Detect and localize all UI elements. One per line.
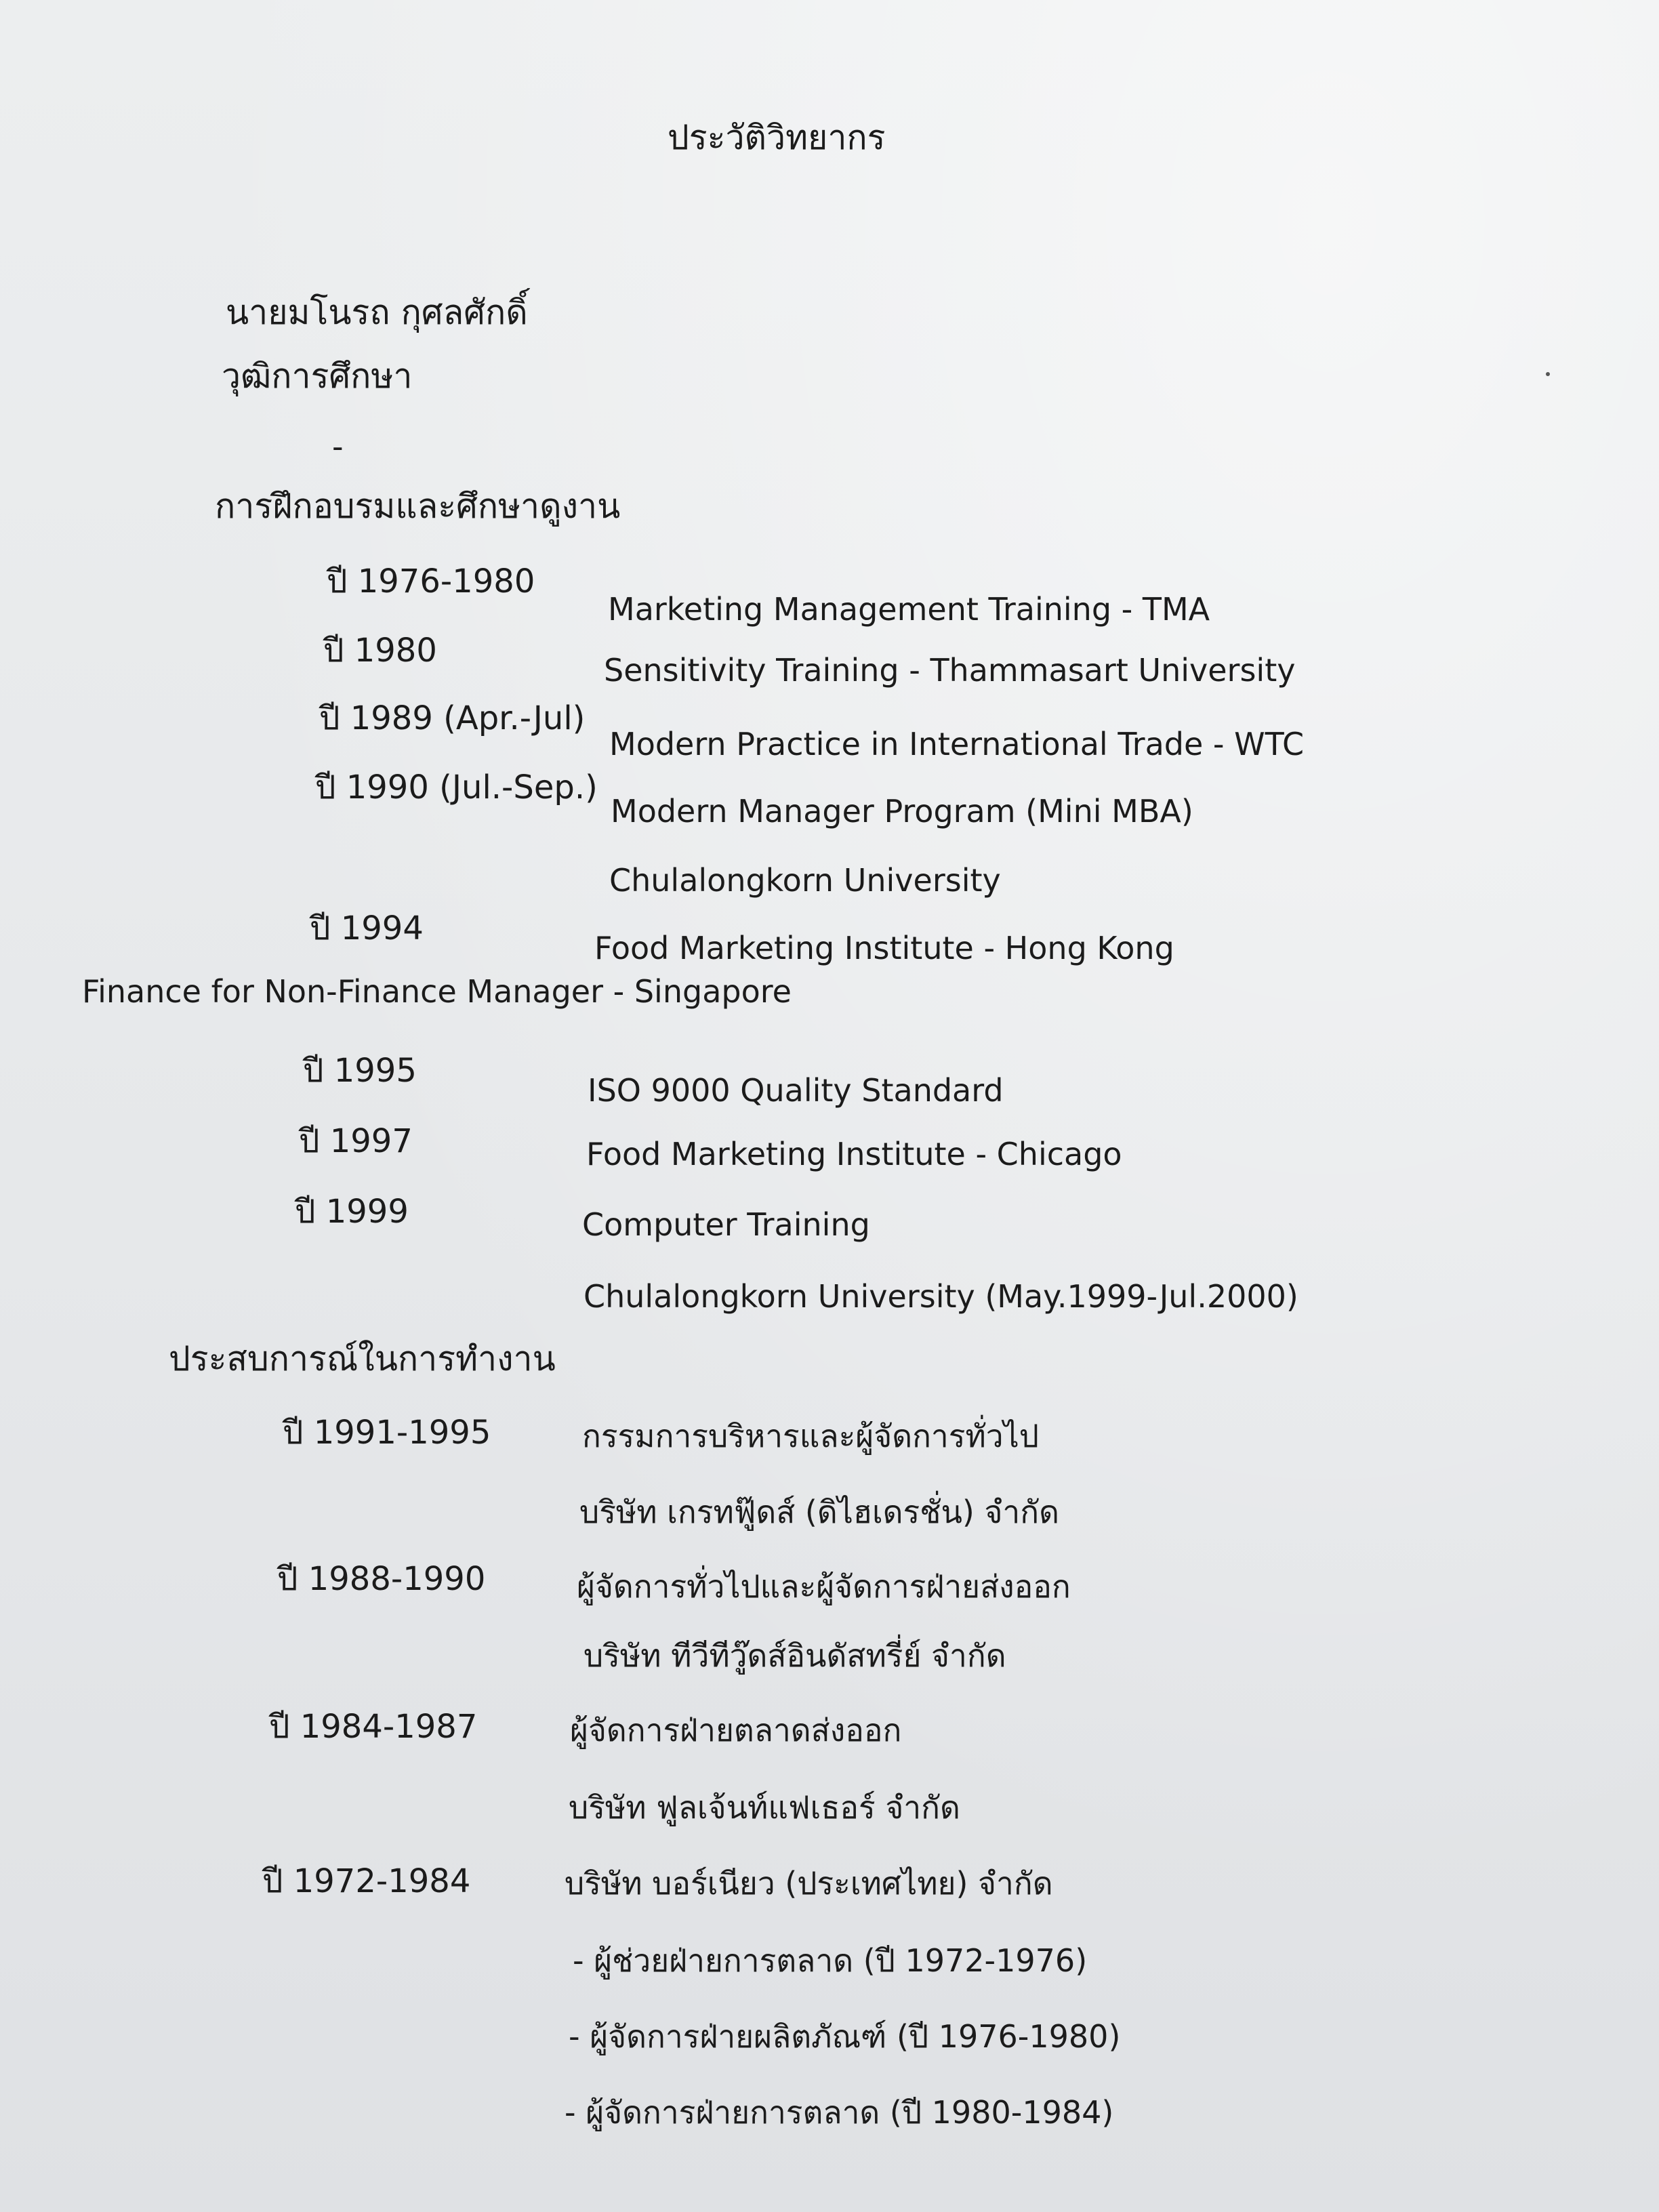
training-course: ISO 9000 Quality Standard bbox=[588, 1072, 1004, 1109]
experience-sub-item: - ผู้ช่วยฝ่ายการตลาด (ปี 1972-1976) bbox=[573, 1942, 1088, 1979]
experience-heading: ประสบการณ์ในการทำงาน bbox=[169, 1339, 556, 1378]
experience-sub-item: - ผู้จัดการฝ่ายการตลาด (ปี 1980-1984) bbox=[565, 2094, 1114, 2131]
training-extra-line: Finance for Non-Finance Manager - Singapore bbox=[82, 973, 792, 1010]
experience-year: ปี 1972-1984 bbox=[262, 1862, 471, 1900]
training-course: Modern Practice in International Trade - WTC bbox=[609, 726, 1305, 762]
training-course-line2: Chulalongkorn University (May.1999-Jul.2000) bbox=[583, 1278, 1298, 1315]
paper-speck bbox=[1546, 372, 1550, 376]
training-year: ปี 1980 bbox=[323, 632, 437, 670]
training-year: ปี 1997 bbox=[299, 1122, 413, 1160]
experience-line: บริษัท ทีวีทีวู๊ดส์อินดัสทรี่ย์ จำกัด bbox=[583, 1637, 1006, 1674]
training-course: Computer Training bbox=[582, 1206, 870, 1243]
experience-line: ผู้จัดการทั่วไปและผู้จัดการฝ่ายส่งออก bbox=[577, 1568, 1071, 1605]
training-year: ปี 1976-1980 bbox=[327, 562, 535, 600]
experience-year: ปี 1988-1990 bbox=[277, 1560, 486, 1598]
experience-line: บริษัท เกรทฟู๊ดส์ (ดิไฮเดรชั่น) จำกัด bbox=[579, 1494, 1059, 1530]
training-year: ปี 1995 bbox=[303, 1052, 417, 1090]
training-course: Marketing Management Training - TMA bbox=[608, 591, 1210, 628]
training-year: ปี 1990 (Jul.-Sep.) bbox=[315, 769, 598, 806]
document-title: ประวัติวิทยากร bbox=[668, 118, 886, 157]
experience-line: ผู้จัดการฝ่ายตลาดส่งออก bbox=[570, 1712, 902, 1748]
education-heading: วุฒิการศึกษา bbox=[222, 356, 413, 396]
experience-line: กรรมการบริหารและผู้จัดการทั่วไป bbox=[582, 1418, 1039, 1454]
experience-line: บริษัท บอร์เนียว (ประเทศไทย) จำกัด bbox=[565, 1865, 1053, 1902]
training-year: ปี 1994 bbox=[310, 909, 424, 947]
training-year: ปี 1989 (Apr.-Jul) bbox=[319, 699, 586, 737]
training-year: ปี 1999 bbox=[295, 1193, 409, 1231]
training-heading: การฝึกอบรมและศึกษาดูงาน bbox=[215, 487, 621, 526]
education-value: - bbox=[332, 428, 344, 465]
speaker-name: นายมโนรถ กุศลศักดิ์ bbox=[226, 293, 528, 332]
training-course: Food Marketing Institute - Chicago bbox=[586, 1136, 1122, 1172]
experience-year: ปี 1991-1995 bbox=[283, 1414, 491, 1452]
training-course: Sensitivity Training - Thammasart University bbox=[604, 652, 1296, 689]
training-course-line2: Chulalongkorn University bbox=[609, 862, 1001, 899]
experience-year: ปี 1984-1987 bbox=[269, 1708, 478, 1746]
training-course: Food Marketing Institute - Hong Kong bbox=[594, 930, 1174, 966]
experience-sub-item: - ผู้จัดการฝ่ายผลิตภัณฑ์ (ปี 1976-1980) bbox=[569, 2018, 1121, 2055]
training-course: Modern Manager Program (Mini MBA) bbox=[611, 793, 1193, 830]
experience-line: บริษัท ฟูลเจ้นท์แฟเธอร์ จำกัด bbox=[569, 1789, 960, 1826]
